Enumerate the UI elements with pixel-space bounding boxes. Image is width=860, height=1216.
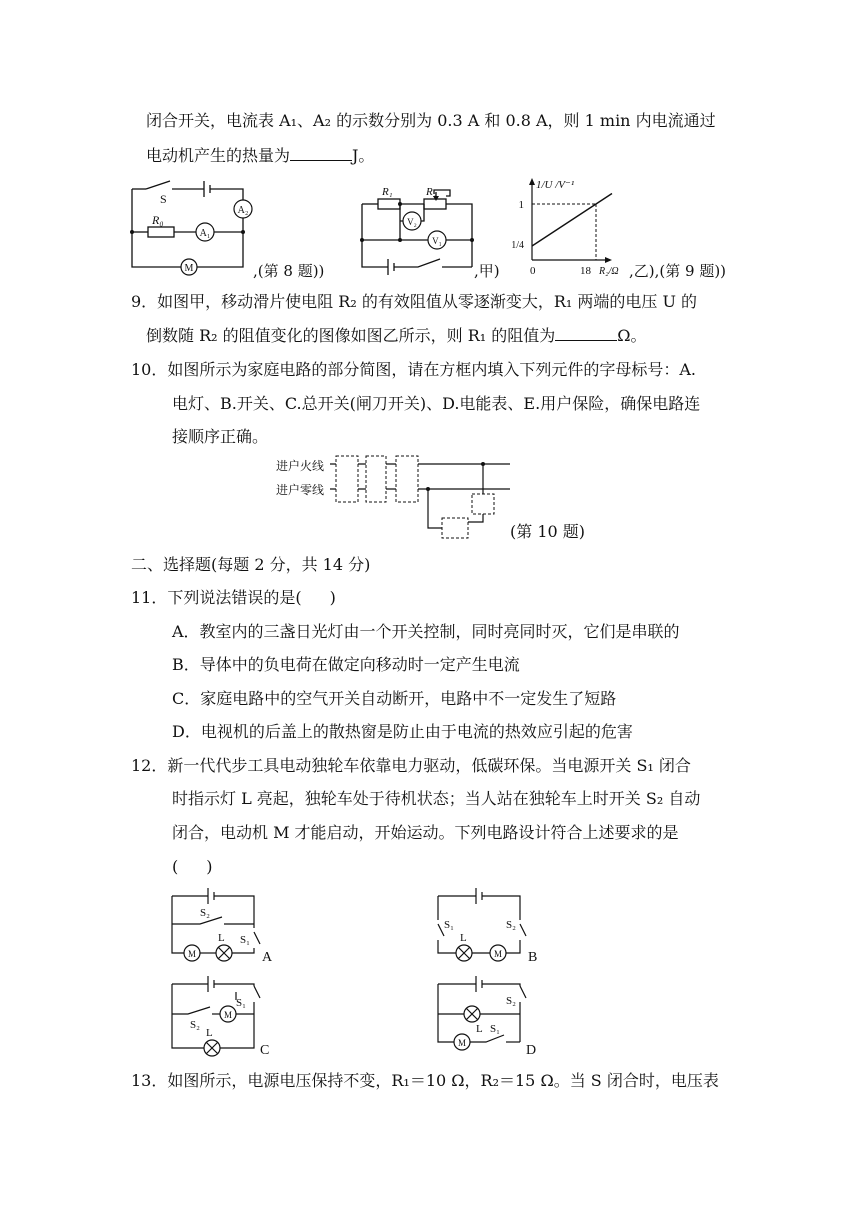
q9-line2-pre: 倒数随 R₂ 的阻值变化的图像如图乙所示，则 R₁ 的阻值为 <box>146 326 556 345</box>
choice-a-label: A <box>262 950 273 965</box>
q12-circuit-c[interactable] <box>164 972 270 1058</box>
q9-line2-post: Ω。 <box>617 326 647 345</box>
q11-stem-end: ) <box>329 588 336 607</box>
q11-stem <box>131 588 336 608</box>
switch-s1-label: S₁ <box>490 1023 500 1035</box>
fig10-household-circuit <box>272 452 517 542</box>
fig10-zero-line-label: 进户零线 <box>276 483 325 497</box>
q12-answer-bracket[interactable] <box>172 857 213 877</box>
choice-b-label: B <box>528 950 538 965</box>
fill-box-4[interactable] <box>472 494 494 514</box>
y-axis-arrow-icon <box>529 178 535 185</box>
x-tick-label-0: 0 <box>530 265 536 277</box>
x-tick-label-18: 18 <box>580 265 591 277</box>
motor-label: M <box>223 1010 233 1020</box>
q8-line2 <box>146 146 374 166</box>
q10-line2: 电灯、B.开关、C.总开关(闸刀开关)、D.电能表、E.用户保险，确保电路连 <box>172 394 701 413</box>
q9-line2 <box>146 326 647 346</box>
choice-c-label: C <box>260 1043 270 1058</box>
q11-option-c[interactable]: C．家庭电路中的空气开关自动断开，电路中不一定发生了短路 <box>172 689 617 708</box>
q12-circuit-a[interactable] <box>164 882 273 965</box>
fig8-a2-label: A₂ <box>237 205 249 216</box>
fig10-caption: (第 10 题) <box>510 522 586 541</box>
fig8-switch-label: S <box>160 192 167 206</box>
q11-option-d[interactable]: D．电视机的后盖上的散热窗是防止由于电流的热效应引起的危害 <box>172 722 633 741</box>
chart-y-axis-label: 1/U /V⁻¹ <box>536 179 575 191</box>
choice-d-label: D <box>526 1043 537 1058</box>
fig8-motor-label: M <box>184 263 194 274</box>
q12-line2: 时指示灯 L 亮起，独轮车处于待机状态；当人站在独轮车上时开关 S₂ 自动 <box>172 789 701 808</box>
fig9-caption-jia: ,甲) <box>474 262 500 280</box>
fill-box-3[interactable] <box>396 456 418 502</box>
fill-box-1[interactable] <box>336 456 358 502</box>
fig9-v1-label: V₁ <box>432 236 442 246</box>
q13-line1: 13．如图所示，电源电压保持不变，R₁＝10 Ω，R₂＝15 Ω。当 S 闭合时，电压表 <box>131 1071 719 1090</box>
q11-option-b[interactable]: B．导体中的负电荷在做定向移动时一定产生电流 <box>172 655 520 674</box>
y-tick-label-quarter: 1/4 <box>511 240 524 251</box>
fig8-circuit <box>120 175 260 275</box>
q12-paren-close: ) <box>206 857 213 876</box>
motor-label: M <box>187 949 197 959</box>
q8-line1: 闭合开关，电流表 A₁、A₂ 的示数分别为 0.3 A 和 0.8 A，则 1 min 内电流通过 <box>146 111 716 130</box>
fig9-v2-label: V₂ <box>407 217 417 227</box>
q8-line2-post: J。 <box>352 146 375 165</box>
fig9-circuit-jia <box>352 182 482 274</box>
x-axis-arrow-icon <box>605 257 612 263</box>
fill-box-5[interactable] <box>442 518 468 538</box>
fig10-fire-line-label: 进户火线 <box>276 459 325 473</box>
q10-line1: 10．如图所示为家庭电路的部分简图，请在方框内填入下列元件的字母标号：A. <box>131 360 697 379</box>
q9-line1: 9．如图甲，移动滑片使电阻 R₂ 的有效阻值从零逐渐变大，R₁ 两端的电压 U 的 <box>131 292 698 311</box>
switch-s2-label: S₂ <box>200 907 210 919</box>
y-tick-label-1: 1 <box>518 199 524 211</box>
chart-x-axis-label: R₂/Ω <box>599 266 619 277</box>
section-title-choice: 二、选择题(每题 2 分，共 14 分) <box>131 555 371 574</box>
q10-line3: 接顺序正确。 <box>172 427 269 446</box>
fig8-caption: ,(第 8 题)) <box>253 262 325 280</box>
lamp-label: L <box>476 1023 483 1035</box>
fig9-chart <box>510 168 640 280</box>
lamp-label: L <box>460 932 467 944</box>
switch-s1-label: S₁ <box>444 919 454 931</box>
lamp-label: L <box>206 1027 213 1039</box>
fig8-r0-label: R₀ <box>152 213 164 227</box>
fig9-r1-label: R₁ <box>382 186 393 198</box>
switch-s2-label: S₂ <box>190 1019 200 1031</box>
switch-s1-label: S₁ <box>240 934 250 946</box>
q11-option-a[interactable]: A．教室内的三盏日光灯由一个开关控制，同时亮同时灭，它们是串联的 <box>172 622 680 641</box>
switch-s2-label: S₂ <box>506 919 516 931</box>
fill-box-2[interactable] <box>366 456 386 502</box>
q11-stem-text: 11．下列说法错误的是( <box>131 588 302 607</box>
switch-s1-label: S₁ <box>236 997 246 1009</box>
chart-series-line <box>532 194 612 247</box>
motor-label: M <box>493 949 503 959</box>
lamp-label: L <box>218 932 225 944</box>
q12-paren-open: ( <box>172 857 179 876</box>
answer-blank-q9[interactable] <box>555 326 617 341</box>
fig9-caption-yi: ,乙),(第 9 题)) <box>629 262 727 280</box>
q12-line3: 闭合，电动机 M 才能启动，开始运动。下列电路设计符合上述要求的是 <box>172 823 679 842</box>
fig8-a1-label: A₁ <box>199 228 211 239</box>
q12-circuit-b[interactable] <box>430 882 545 965</box>
switch-s2-label: S₂ <box>506 995 516 1007</box>
answer-blank-q8[interactable] <box>290 146 352 161</box>
motor-label: M <box>457 1038 467 1048</box>
q8-line2-pre: 电动机产生的热量为 <box>146 146 291 165</box>
q12-circuit-d[interactable] <box>430 972 545 1057</box>
fig9-r2-label: R₂ <box>426 186 437 198</box>
q12-line1: 12．新一代代步工具电动独轮车依靠电力驱动，低碳环保。当电源开关 S₁ 闭合 <box>131 756 691 775</box>
